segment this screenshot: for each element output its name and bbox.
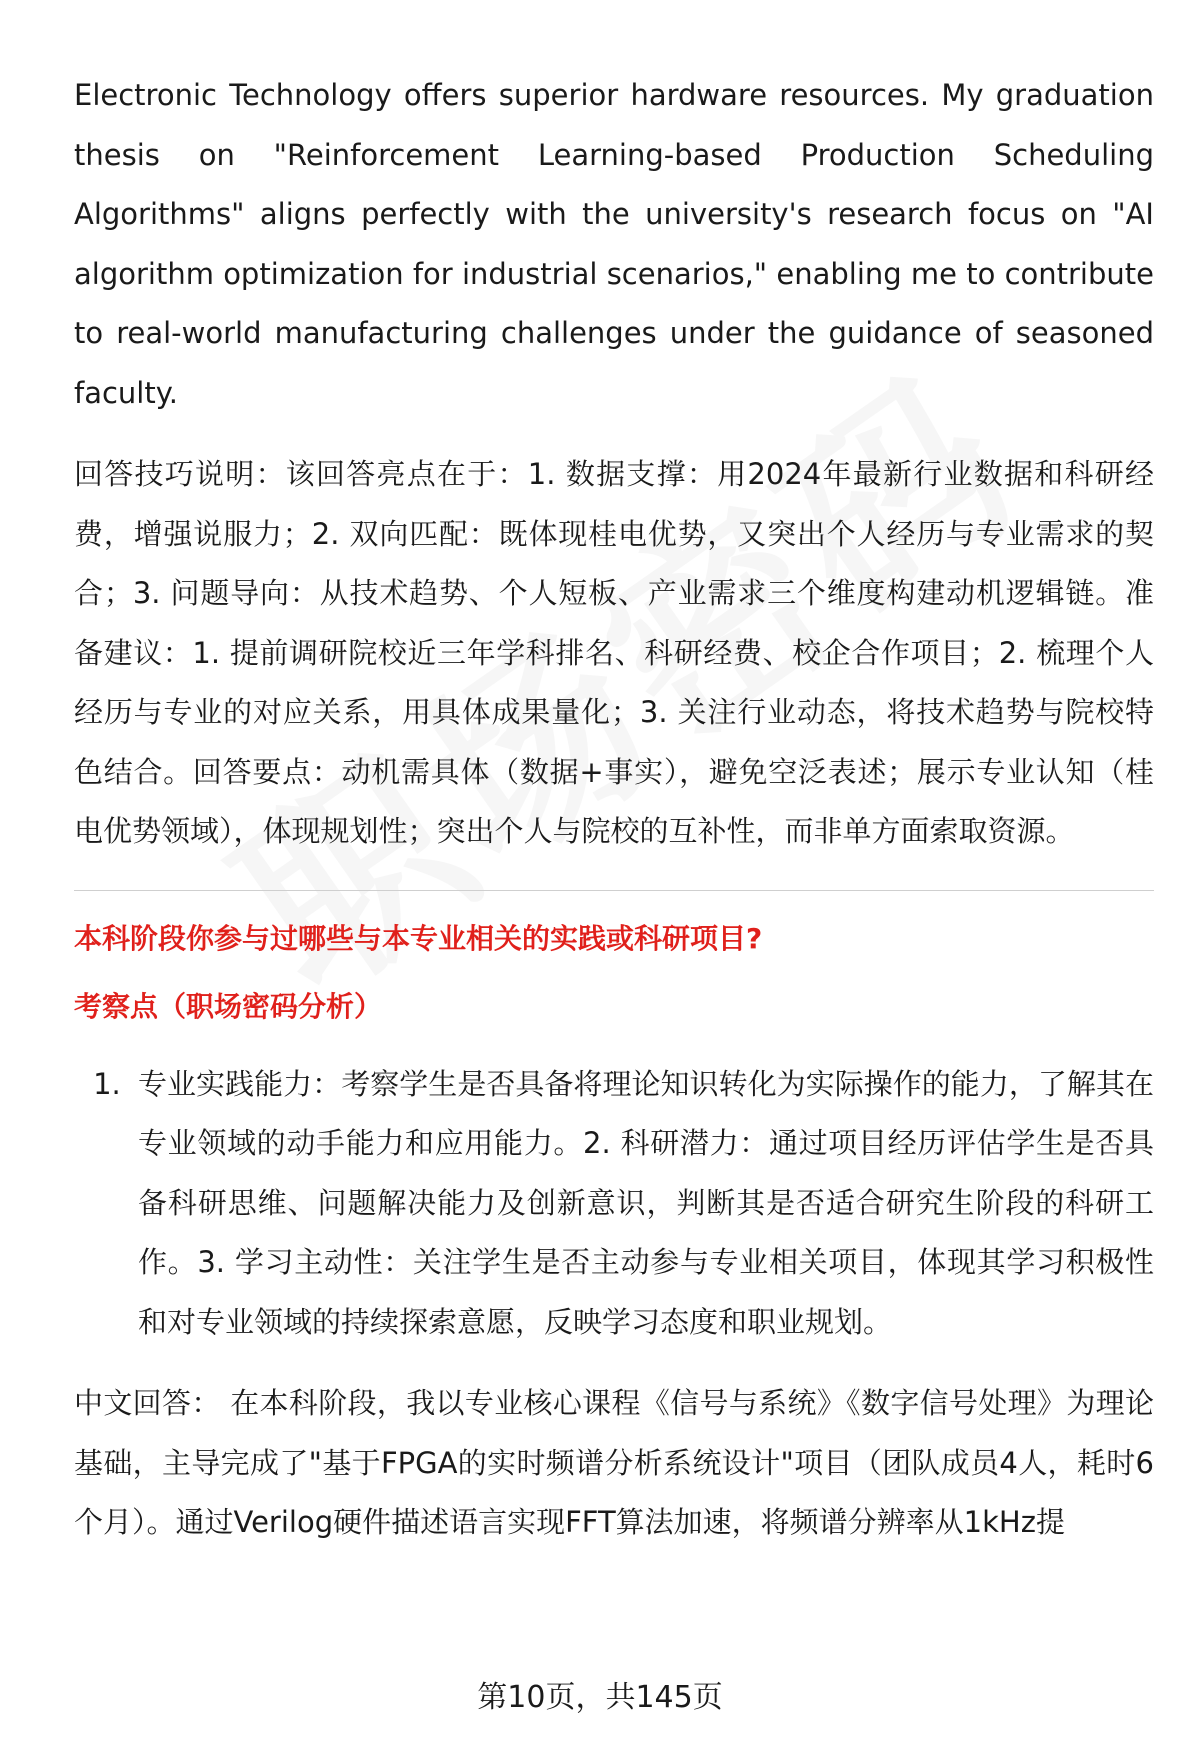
question-title: 本科阶段你参与过哪些与本专业相关的实践或科研项目? xyxy=(74,921,763,955)
page-footer: 第10页，共145页 xyxy=(477,1680,723,1715)
list-item: 1. 专业实践能力：考察学生是否具备将理论知识转化为实际操作的能力，了解其在专业领域的动手能力和应用能力。2. 科研潜力：通过项目经历评估学生是否具备科研思维、问题解决能力及创新意识，判断其是否适合研究生阶段的科研工作。3. 学习主动性：关注学生是否主动参与专业相关项目，体现其学习积极性和对专业领域的持续探索意愿，反映学习态度和职业规划。 xyxy=(130,1055,1154,1353)
tips-paragraph: 回答技巧说明：该回答亮点在于：1. 数据支撑：用2024年最新行业数据和科研经费，增强说服力；2. 双向匹配：既体现桂电优势，又突出个人经历与专业需求的契合；3. 问题导向：从技术趋势、个人短板、产业需求三个维度构建动机逻辑链。准备建议：1. 提前调研院校近三年学科排名、科研经费、校企合作项目；2. 梳理个人经历与专业的对应关系，用具体成果量化；3. 关注行业动态，将技术趋势与院校特色结合。回答要点：动机需具体（数据+事实），避免空泛表述；展示专业认知（桂电优势领域），体现规划性；突出个人与院校的互补性，而非单方面索取资源。 xyxy=(74,457,1154,848)
chinese-answer: 中文回答： 在本科阶段，我以专业核心课程《信号与系统》《数字信号处理》为理论基础，主导完成了"基于FPGA的实时频谱分析系统设计"项目（团队成员4人，耗时6个月）。通过Verilog硬件描述语言实现FFT算法加速，将频谱分辨率从1kHz提 xyxy=(74,1386,1154,1539)
exam-points-list xyxy=(74,1055,1154,1353)
section-divider xyxy=(74,890,1154,891)
document-body xyxy=(74,66,1154,1553)
intro-paragraph: Electronic Technology offers superior hardware resources. My graduation thesis on "Reinforcement Learning-based Production Scheduling Algorithms" aligns perfectly with the university's research focus on "AI algorithm optimization for industrial scenarios," enabling me to contribute to real-world manufacturing challenges under the guidance of seasoned faculty. xyxy=(74,78,1154,410)
exam-points-title: 考察点（职场密码分析） xyxy=(74,989,383,1023)
